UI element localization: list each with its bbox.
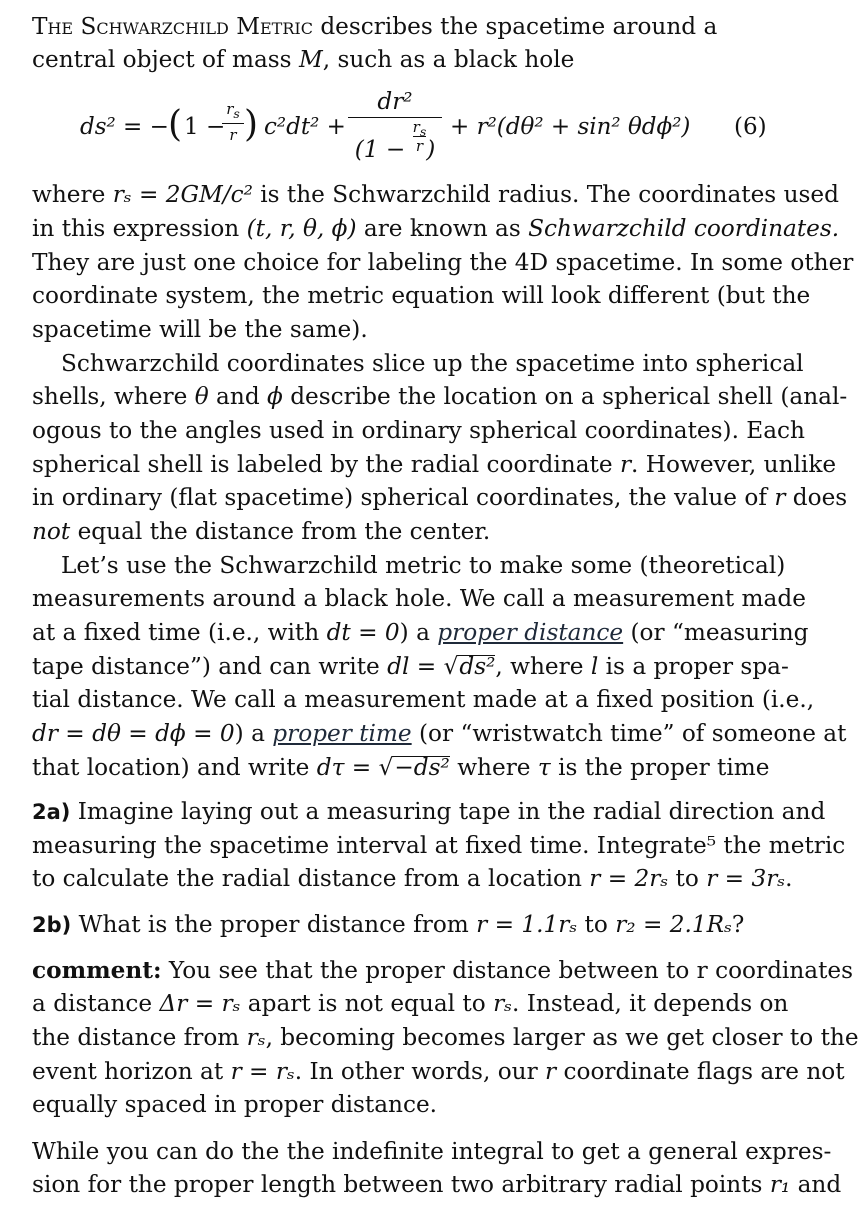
- text-line: Schwarzchild coordinates slice up the spacetime into spherical: [61, 350, 804, 377]
- text-line: equally spaced in proper distance.: [32, 1091, 438, 1118]
- metric-equation: ds² = − ( 1 − $\frac{r_s}{r}$ ) c²dt² + dr² ($1 - r_s$ r ) + r²(dθ² + sin² θdϕ²) (6): [80, 88, 767, 163]
- rs-over-r-fraction: $\frac{r_s}{r}$: [222, 100, 244, 144]
- text-line: in ordinary (flat spacetime) spherical coordinates, the value of r does: [32, 484, 848, 511]
- text-line: at a fixed time (i.e., with dt = 0) a proper distance (or “measuring: [32, 619, 809, 646]
- question-2a: 2a) Imagine laying out a measuring tape in the radial direction and: [32, 798, 826, 825]
- comment-label: comment:: [32, 957, 162, 984]
- text-line: The Schwarzchild Metric describes the spacetime around a: [32, 13, 718, 40]
- text-line: While you can do the the indefinite integral to get a general expres-: [32, 1138, 832, 1165]
- text-line: that location) and write dτ = √−ds² where τ is the proper time: [32, 754, 770, 781]
- text-line: to calculate the radial distance from a location r = 2rₛ to r = 3rₛ.: [32, 865, 793, 892]
- text-line: where rₛ = 2GM/c² is the Schwarzchild radius. The coordinates used: [32, 181, 839, 208]
- question-label: 2a): [32, 800, 71, 824]
- text-line: in this expression (t, r, θ, ϕ) are known as Schwarzchild coordinates.: [32, 215, 840, 242]
- text-line: spherical shell is labeled by the radial coordinate r. However, unlike: [32, 451, 837, 478]
- text-line: They are just one choice for labeling the 4D spacetime. In some other: [32, 249, 854, 276]
- text-line: tial distance. We call a measurement made at a fixed position (i.e.,: [32, 686, 815, 713]
- text-line: spacetime will be the same).: [32, 316, 368, 343]
- section-title: The Schwarzchild Metric: [32, 13, 313, 40]
- text-line: tape distance”) and can write dl = √ds², where l is a proper spa-: [32, 653, 789, 680]
- text-line: coordinate system, the metric equation will look different (but the: [32, 282, 811, 309]
- text-line: dr = dθ = dϕ = 0) a proper time (or “wristwatch time” of someone at: [32, 720, 847, 747]
- text-line: measuring the spacetime interval at fixed time. Integrate⁵ the metric: [32, 832, 846, 859]
- text-line: central object of mass M, such as a black hole: [32, 46, 575, 73]
- text-line: not equal the distance from the center.: [32, 518, 491, 545]
- text-line: shells, where θ and ϕ describe the location on a spherical shell (anal-: [32, 383, 848, 410]
- equation-number: (6): [734, 114, 767, 140]
- dr2-fraction: dr² ($1 - r_s$ r ): [348, 88, 442, 163]
- question-2b: 2b) What is the proper distance from r = 1.1rₛ to r₂ = 2.1Rₛ?: [32, 911, 745, 938]
- text-line: Let’s use the Schwarzchild metric to make some (theoretical): [61, 552, 786, 579]
- comment-block: comment: You see that the proper distance between to r coordinates: [32, 957, 854, 984]
- text-line: event horizon at r = rₛ. In other words, our r coordinate flags are not: [32, 1058, 845, 1085]
- text-line: measurements around a black hole. We call a measurement made: [32, 585, 806, 612]
- text-line: the distance from rₛ, becoming becomes larger as we get closer to the: [32, 1024, 859, 1051]
- text-line: sion for the proper length between two arbitrary radial points r₁ and: [32, 1171, 842, 1198]
- text-line: a distance Δr = rₛ apart is not equal to rₛ. Instead, it depends on: [32, 990, 789, 1017]
- question-label: 2b): [32, 913, 72, 937]
- text-line: ogous to the angles used in ordinary spherical coordinates). Each: [32, 417, 805, 444]
